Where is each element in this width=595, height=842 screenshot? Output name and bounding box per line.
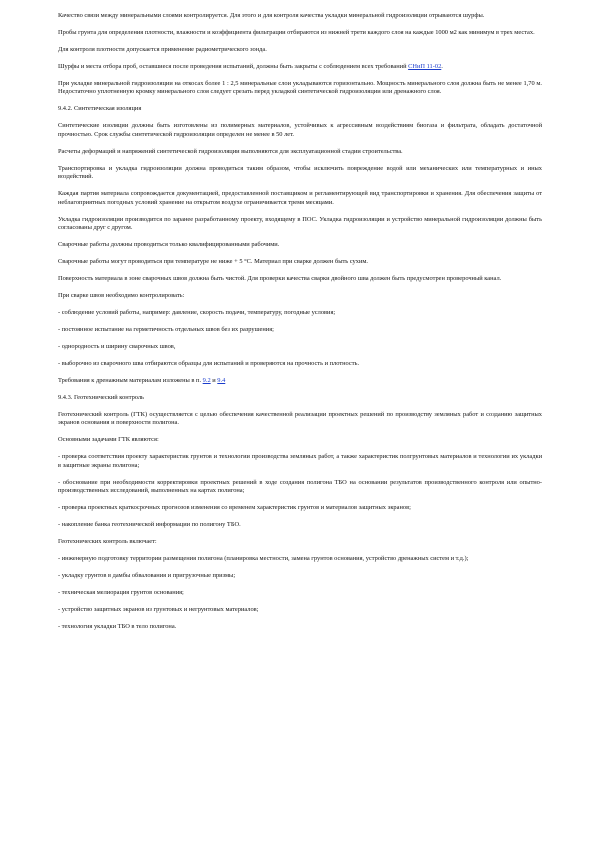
paragraph: Пробы грунта для определения плотности, влажности и коэффициента фильтрации отбираются из нижней трети каждого слоя на каждые 1000 м2 как минимум в трех местах.: [58, 29, 535, 36]
paragraph: [58, 63, 542, 71]
snip-link[interactable]: СНиП 11-02: [408, 63, 442, 70]
list-item: - техническая мелиорация грунтов основания;: [58, 589, 184, 597]
paragraph: Для контроля плотности допускается применение радиометрического зонда.: [58, 46, 267, 53]
paragraph: Расчеты деформаций и напряжений синтетической гидроизоляции выполняются для эксплуатационной стадии строительства.: [58, 147, 403, 155]
paragraph: При сварке швов необходимо контролировать:: [58, 292, 185, 300]
paragraph: Синтетические изоляции должны быть изготовлены из полимерных материалов, устойчивых к агрессивным воздействиям биогаза и фильтрата, обладать достаточной прочностью. Срок службы синтетической гидроизоляции определен не менее в 50 лет.: [58, 122, 542, 138]
paragraph: Сварочные работы могут проводиться при температуре не ниже + 5 °С. Материал при сварке должен быть сухим.: [58, 258, 369, 266]
list-item: - укладку грунтов в дамбы обвалования и пригрузочные призмы;: [58, 572, 236, 580]
section-heading: 9.4.3. Геотехнический контроль: [58, 394, 144, 402]
list-item: - технология укладки ТБО в тело полигона.: [58, 623, 177, 631]
list-item: - выборочно из сварочного шва отбираются образцы для испытаний и проверяются на прочность и плотность.: [58, 360, 360, 368]
list-item: - однородность и ширину сварочных швов,: [58, 343, 176, 351]
paragraph: Транспортировка и укладка гидроизоляции должна проводиться таким образом, чтобы исключить повреждение водой или механических или температурных и иных воздействий.: [58, 164, 542, 181]
paragraph-text: Требования к дренажным материалам изложены в п.: [58, 377, 203, 385]
section-link-9-4[interactable]: 9.4: [217, 377, 226, 385]
paragraph: [58, 377, 542, 385]
list-item: - накопление банка геотехнической информации по полигону ТБО.: [58, 521, 241, 529]
list-item: - проверка проектных краткосрочных прогнозов изменения со временем характеристик грунтов и материалов защитных экранов;: [58, 504, 411, 512]
list-item: - проверка соответствия проекту характеристик грунтов и технологии производства земляных работ, а также характеристик полгрунтовых материалов и технологии их укладки в защитные экраны полигона;: [58, 453, 542, 469]
section-heading: 9.4.2. Синтетическая изоляция: [58, 105, 142, 113]
paragraph-text: Шурфы и места отбора проб, оставшиеся после проведения испытаний, должны быть закрыты с соблюдением всех требований: [58, 63, 409, 70]
section-link-9-2[interactable]: 9.2: [202, 377, 211, 385]
list-item: - инженерную подготовку территории размещения полигона (планировка местности, замена грунтов основания, устройство дренажных систем и т.д.);: [58, 555, 469, 563]
paragraph: Геотехнических контроль включает:: [58, 538, 157, 546]
paragraph: При укладке минеральной гидроизоляции на откосах более 1 : 2,5 минеральные слои укладываются горизонтально. Мощность минерального слоя должна быть не менее 1,70 м. Недостаточно уплотненную кромку минерального слоя следует срезать перед укладкой синтетической гидроизоляции или дренажного слоя.: [58, 80, 542, 96]
paragraph: Качество связи между минеральными слоями контролируется. Для этого и для контроля качества укладки минеральной гидроизоляции отрываются шурфы.: [58, 12, 485, 19]
paragraph-text: .: [441, 63, 443, 70]
paragraph: Геотехнический контроль (ГТК) осуществляется с целью обеспечения качественной реализации проектных решений по производству земляных работ и созданию защитных экранов основания и поверхности полигона.: [58, 411, 542, 427]
paragraph: Поверхность материала в зоне сварочных швов должна быть чистой. Для проверки качества сварки двойного шва должен быть предусмотрен проверочный канал.: [58, 275, 502, 283]
paragraph: Основными задачами ГТК являются:: [58, 436, 159, 444]
paragraph: Каждая партия материала сопровождается документацией, предоставленной поставщиком и регламентирующей вид транспортировки и хранения. Для обеспечения защиты от неблагоприятных погодных условий хранение на открытом воздухе ограничивается тремя месяцами.: [58, 190, 542, 206]
list-item: - обоснование при необходимости корректировки проектных решений в ходе создания полигона ТБО на основании результатов производственного контроля или опытно-производственных исследований, выполненных на картах полигона;: [58, 478, 542, 495]
paragraph: Сварочные работы должны проводиться только квалифицированными рабочими.: [58, 241, 280, 249]
list-item: - постоянное испытание на герметичность отдельных швов без их разрушения;: [58, 326, 274, 334]
list-item: - устройство защитных экранов из грунтовых и негрунтовых материалов;: [58, 606, 259, 614]
paragraph: Укладка гидроизоляции производится по заранее разработанному проекту, входящему в ПОС. Укладка гидроизоляции и устройство минеральной гидроизоляции должны быть согласованы друг с другом.: [58, 215, 542, 232]
list-item: - соблюдение условий работы, например: давление, скорость подачи, температуру, погодные условия;: [58, 309, 336, 317]
paragraph-text: и: [210, 377, 218, 385]
